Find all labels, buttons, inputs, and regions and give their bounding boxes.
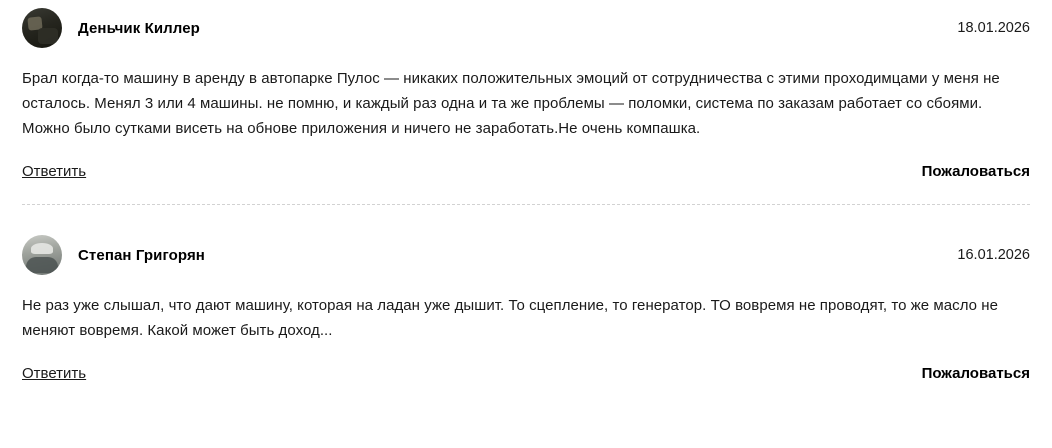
reply-button[interactable]: Ответить — [22, 163, 87, 180]
review-text: Брал когда-то машину в аренду в автопарке Пулос — никаких положительных эмоций от сотрудничества с этими проходимцами у меня не осталось. Менял 3 или 4 машины. не помню, и каждый раз одна и та же проблемы — поломки, система по заказам работает со сбоями. Можно было сутками висеть на обнове приложения и ничего не заработать.Не очень компашка. — [22, 70, 1000, 137]
avatar[interactable] — [22, 235, 62, 275]
complain-button[interactable]: Пожаловаться — [921, 163, 1030, 180]
review-actions — [22, 163, 1030, 204]
review-item — [0, 0, 1052, 204]
review-author: Деньчик Киллер — [78, 19, 200, 37]
review-date: 16.01.2026 — [957, 247, 1030, 263]
review-header — [22, 227, 1030, 283]
review-item — [0, 227, 1052, 406]
review-date: 18.01.2026 — [957, 20, 1030, 36]
spacer — [0, 205, 1052, 227]
review-actions — [22, 365, 1030, 406]
complain-button[interactable]: Пожаловаться — [921, 365, 1030, 382]
avatar[interactable] — [22, 8, 62, 48]
review-text: Не раз уже слышал, что дают машину, которая на ладан уже дышит. То сцепление, то генератор. ТО вовремя не проводят, то же масло не меняют вовремя. Какой может быть доход... — [22, 297, 999, 339]
review-author: Степан Григорян — [78, 246, 205, 264]
reply-button[interactable]: Ответить — [22, 365, 87, 382]
review-header — [22, 0, 1030, 56]
